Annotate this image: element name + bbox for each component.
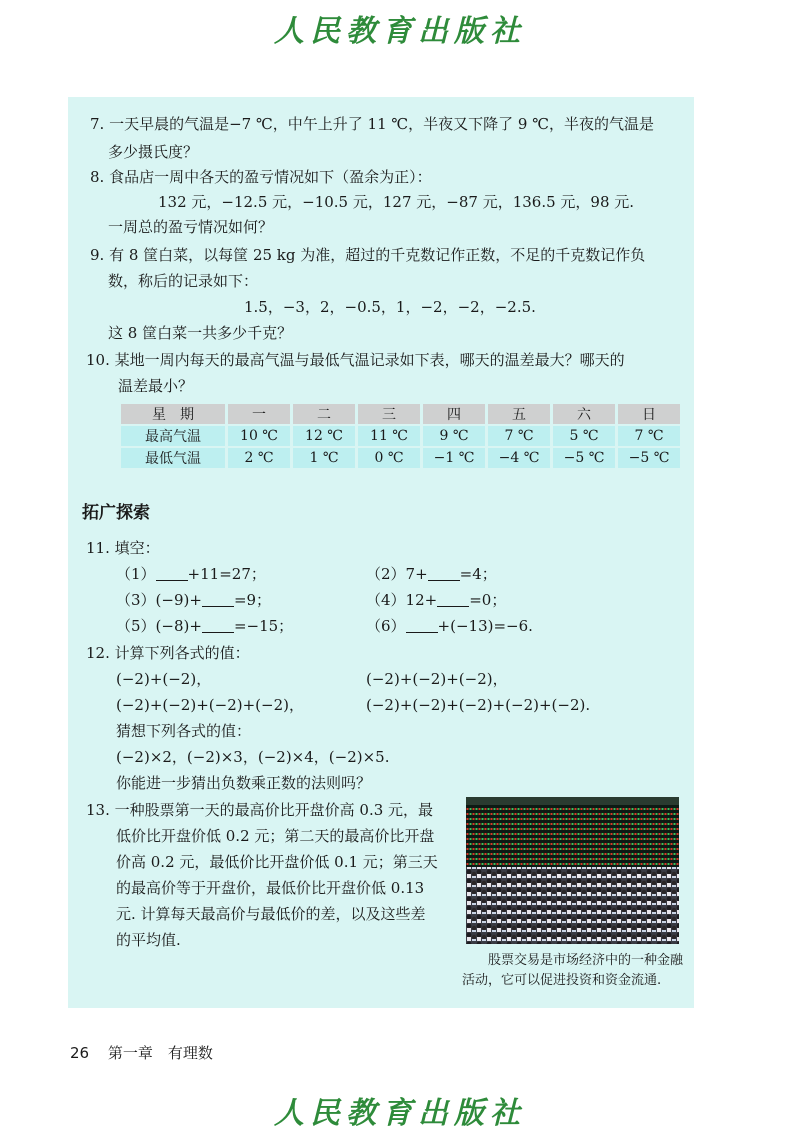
problem-9-text: 有 8 筐白菜，以每筐 25 kg 为准，超过的千克数记作正数，不足的千克数记作负 (109, 246, 646, 264)
problem-13-line: 元. 计算每天最高价与最低价的差，以及这些差 (116, 905, 426, 923)
publisher-watermark-bottom: 人民教育出版社 (274, 1096, 526, 1131)
table-cell: 0 ℃ (358, 448, 420, 468)
answer-blank[interactable] (406, 618, 438, 633)
problem-12 (86, 643, 250, 663)
table-row-label: 最高气温 (121, 426, 225, 446)
table-header-cell: 二 (293, 404, 355, 424)
table-cell: 5 ℃ (553, 426, 615, 446)
table-row-low (121, 448, 680, 468)
item-index: （3） (116, 591, 156, 609)
answer-blank[interactable] (437, 592, 469, 607)
table-cell: −4 ℃ (488, 448, 550, 468)
table-cell: 1 ℃ (293, 448, 355, 468)
problem-9-data: 1.5，−3，2，−0.5，1，−2，−2，−2.5. (244, 298, 536, 316)
problem-7-number: 7. (90, 115, 105, 133)
problem-11-title: 填空： (114, 539, 160, 557)
problem-10 (86, 350, 625, 370)
problem-10-line2: 温差最小？ (118, 377, 194, 395)
temperature-table (118, 402, 683, 470)
table-cell: −1 ℃ (423, 448, 485, 468)
problem-11-number: 11. (86, 539, 110, 557)
problem-13-number: 13. (86, 801, 110, 819)
stock-exchange-image (466, 797, 679, 944)
problem-9-number: 9. (90, 246, 105, 264)
answer-blank[interactable] (202, 618, 234, 633)
problem-13-line: 价高 0.2 元，最低价比开盘价低 0.1 元；第三天 (116, 853, 438, 871)
item-after: +(−13)=−6. (437, 617, 533, 635)
problem-13-line: 的平均值. (116, 931, 181, 949)
table-header-cell: 五 (488, 404, 550, 424)
table-cell: −5 ℃ (553, 448, 615, 468)
item-index: （6） (366, 617, 406, 635)
problem-12-guess: 猜想下列各式的值： (116, 722, 252, 740)
table-cell: −5 ℃ (618, 448, 680, 468)
expression: (−2)+(−2)+(−2)， (366, 670, 508, 688)
problem-8-question: 一周总的盈亏情况如何？ (108, 218, 274, 236)
fill-blank-item (366, 590, 506, 610)
answer-blank[interactable] (156, 566, 188, 581)
item-before: 12+ (405, 591, 438, 609)
item-after: =−15； (233, 617, 294, 635)
table-header-cell: 四 (423, 404, 485, 424)
section-title: 拓广探索 (82, 503, 150, 523)
stock-exchange-photo (466, 797, 679, 944)
problem-8-data: 132 元，−12.5 元，−10.5 元，127 元，−87 元，136.5 元，98 元. (158, 193, 635, 211)
table-header-row (121, 404, 680, 424)
problem-12-products: (−2)×2，(−2)×3，(−2)×4，(−2)×5. (116, 748, 390, 766)
table-header-cell: 星 期 (121, 404, 225, 424)
item-after: =0； (469, 591, 507, 609)
item-before: (−8)+ (155, 617, 202, 635)
problem-9-line2: 数，称后的记录如下： (108, 272, 259, 290)
problem-9 (90, 245, 645, 265)
item-after: =9； (233, 591, 272, 609)
table-cell: 9 ℃ (423, 426, 485, 446)
item-index: （2） (366, 565, 406, 583)
problem-12-title: 计算下列各式的值： (114, 644, 250, 662)
expression: (−2)+(−2)+(−2)+(−2)+(−2). (366, 696, 591, 714)
expression: (−2)+(−2)， (116, 670, 212, 688)
item-index: （4） (366, 591, 406, 609)
item-index: （1） (116, 565, 156, 583)
page-footer (70, 1042, 213, 1063)
fill-blank-item (366, 564, 497, 584)
answer-blank[interactable] (428, 566, 460, 581)
table-cell: 2 ℃ (228, 448, 290, 468)
problem-8-text: 食品店一周中各天的盈亏情况如下（盈余为正）： (109, 168, 432, 186)
table-cell: 7 ℃ (488, 426, 550, 446)
problem-13-line: 低价比开盘价低 0.2 元；第二天的最高价比开盘 (116, 827, 435, 845)
publisher-watermark-top: 人民教育出版社 (274, 14, 526, 49)
photo-caption: 股票交易是市场经济中的一种金融活动，它可以促进投资和资金流通. (462, 953, 684, 988)
problem-12-question: 你能进一步猜出负数乘正数的法则吗？ (116, 774, 372, 792)
problem-7-text: 一天早晨的气温是−7 ℃，中午上升了 11 ℃，半夜又下降了 9 ℃，半夜的气温是 (109, 115, 655, 133)
answer-blank[interactable] (202, 592, 234, 607)
fill-blank-item (116, 616, 293, 636)
item-before: 7+ (405, 565, 428, 583)
problem-12-number: 12. (86, 644, 110, 662)
problem-8-number: 8. (90, 168, 105, 186)
problem-8 (90, 167, 432, 187)
table-header-cell: 一 (228, 404, 290, 424)
item-index: （5） (116, 617, 156, 635)
problem-13-line: 的最高价等于开盘价，最低价比开盘价低 0.13 (116, 879, 425, 897)
table-header-cell: 三 (358, 404, 420, 424)
problem-10-text: 某地一周内每天的最高气温与最低气温记录如下表，哪天的温差最大？哪天的 (114, 351, 625, 369)
fill-blank-item (116, 590, 271, 610)
item-after: +11=27； (187, 565, 266, 583)
problem-13-text: 一种股票第一天的最高价比开盘价高 0.3 元，最 (114, 801, 434, 819)
item-after: =4； (459, 565, 497, 583)
table-header-cell: 日 (618, 404, 680, 424)
problem-11 (86, 538, 160, 558)
expression: (−2)+(−2)+(−2)+(−2)， (116, 696, 304, 714)
problem-7 (90, 114, 654, 134)
page-number: 26 (70, 1044, 90, 1062)
table-cell: 10 ℃ (228, 426, 290, 446)
table-row-label: 最低气温 (121, 448, 225, 468)
problem-7-line2: 多少摄氏度？ (108, 143, 199, 161)
table-row-high (121, 426, 680, 446)
problem-13 (86, 800, 433, 820)
table-header-cell: 六 (553, 404, 615, 424)
table-cell: 7 ℃ (618, 426, 680, 446)
table-cell: 11 ℃ (358, 426, 420, 446)
fill-blank-item (366, 616, 533, 636)
problem-10-number: 10. (86, 351, 110, 369)
chapter-title: 第一章 有理数 (107, 1044, 213, 1062)
item-before: (−9)+ (155, 591, 202, 609)
fill-blank-item (116, 564, 266, 584)
problem-9-question: 这 8 筐白菜一共多少千克？ (108, 324, 293, 342)
table-cell: 12 ℃ (293, 426, 355, 446)
